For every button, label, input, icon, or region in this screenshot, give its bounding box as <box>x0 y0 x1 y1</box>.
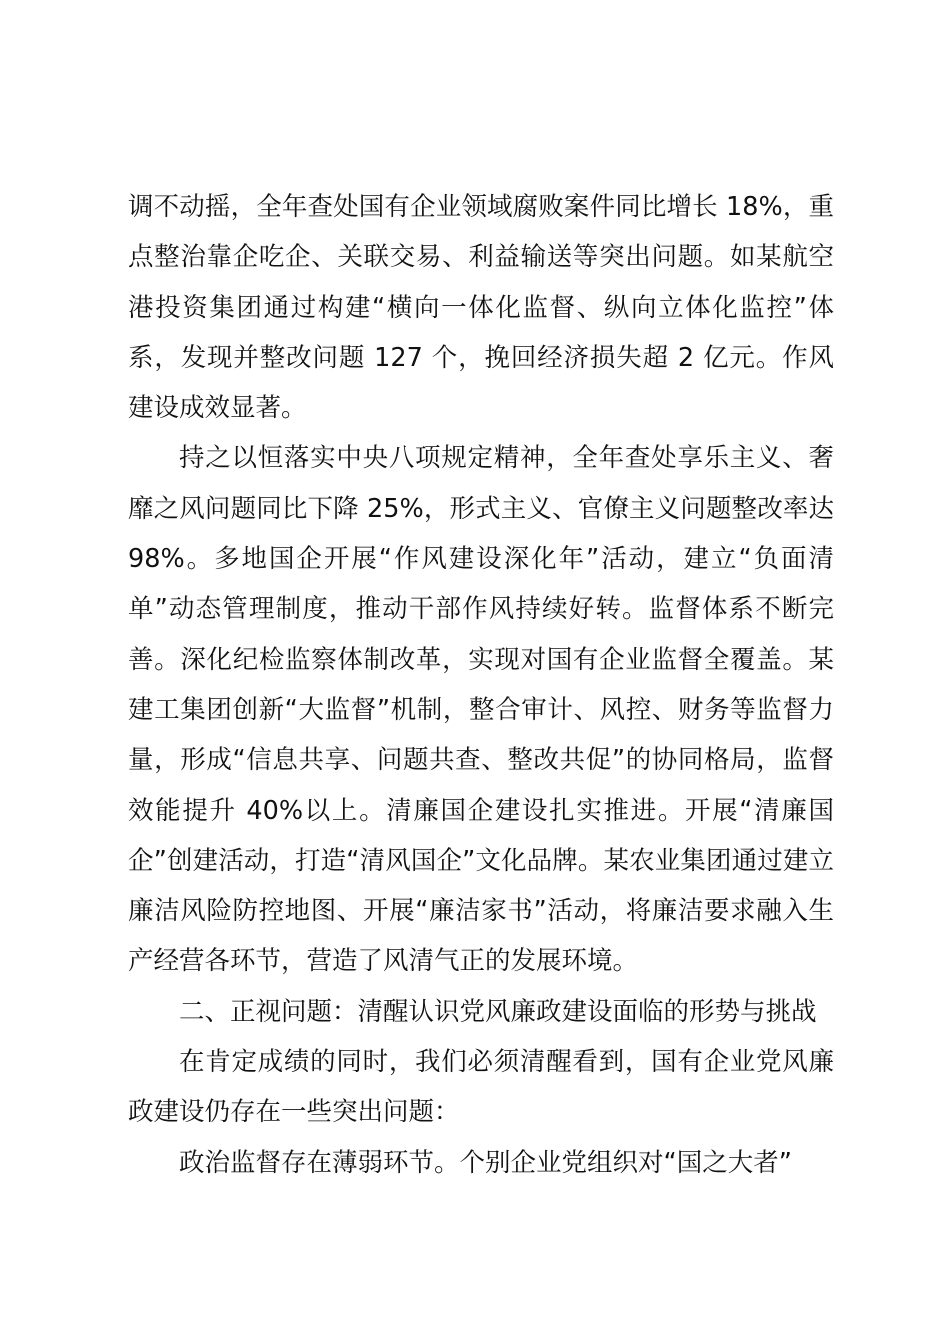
document-body <box>128 182 834 1188</box>
paragraph-2: 持之以恒落实中央八项规定精神，全年查处享乐主义、奢靡之风问题同比下降 25%，形式主义、官僚主义问题整改率达 98%。多地国企开展“作风建设深化年”活动，建立“负面清单”动态管理制度，推动干部作风持续好转。监督体系不断完善。深化纪检监察体制改革，实现对国有企业监督全覆盖。某建工集团创新“大监督”机制，整合审计、风控、财务等监督力量，形成“信息共享、问题共查、整改共促”的协同格局，监督效能提升 40%以上。清廉国企建设扎实推进。开展“清廉国企”创建活动，打造“清风国企”文化品牌。某农业集团通过建立廉洁风险防控地图、开展“廉洁家书”活动，将廉洁要求融入生产经营各环节，营造了风清气正的发展环境。 <box>128 443 834 977</box>
paragraph-1: 调不动摇，全年查处国有企业领域腐败案件同比增长 18%，重点整治靠企吃企、关联交易、利益输送等突出问题。如某航空港投资集团通过构建“横向一体化监督、纵向立体化监控”体系，发现并整改问题 127 个，挽回经济损失超 2 亿元。作风建设成效显著。 <box>128 192 834 424</box>
section-heading: 二、正视问题：清醒认识党风廉政建设面临的形势与挑战 <box>179 996 817 1027</box>
paragraph-3: 在肯定成绩的同时，我们必须清醒看到，国有企业党风廉政建设仍存在一些突出问题： <box>128 1047 834 1128</box>
paragraph-4: 政治监督存在薄弱环节。个别企业党组织对“国之大者” <box>179 1147 792 1178</box>
